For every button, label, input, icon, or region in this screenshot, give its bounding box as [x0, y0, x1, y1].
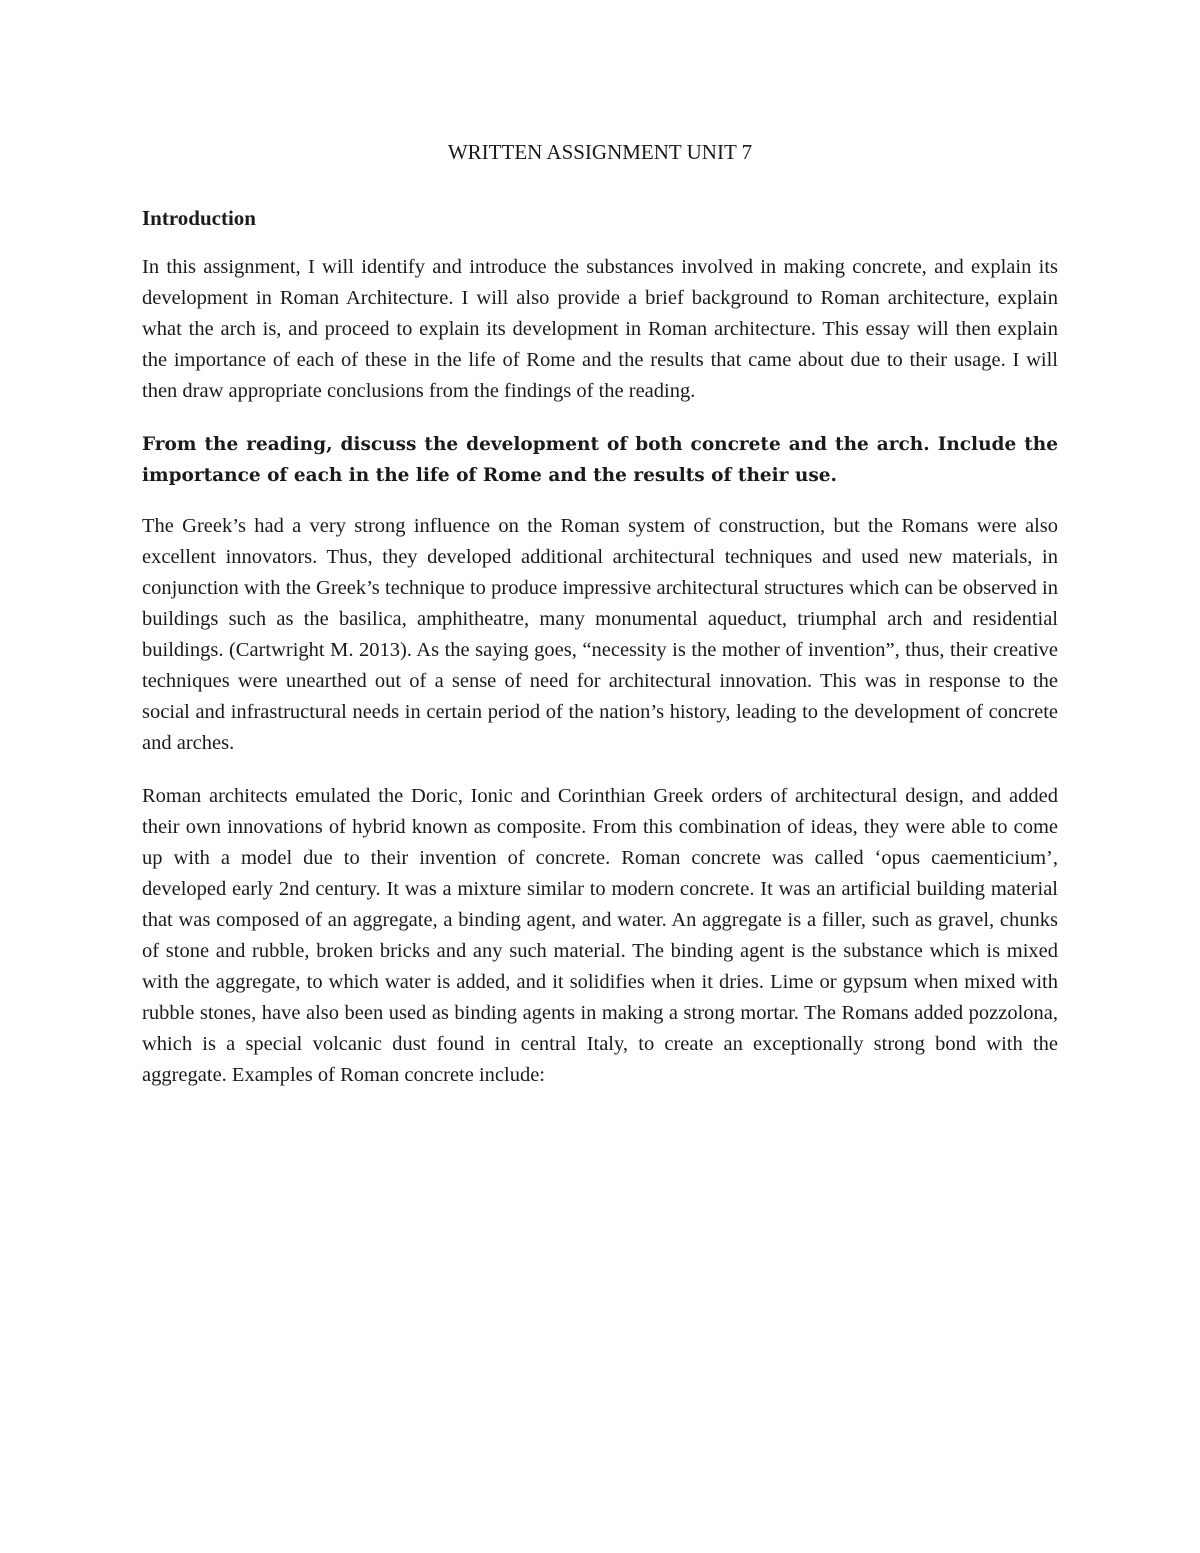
introduction-paragraph: In this assignment, I will identify and introduce the substances involved in making concrete, and explain its development in Roman Architecture. I will also provide a brief background to Roman architecture, explain what the arch is, and proceed to explain its development in Roman architecture. This essay will then explain the importance of each of these in the life of Rome and the results that came about due to their usage. I will then draw appropriate conclusions from the findings of the reading. [142, 256, 1058, 402]
introduction-heading: Introduction [142, 206, 256, 230]
document-page [142, 138, 1058, 1113]
body-paragraph-greek-influence: The Greek’s had a very strong influence on the Roman system of construction, but the Romans were also excellent innovators. Thus, they developed additional architectural techniques and used new materials, in conjunction with the Greek’s technique to produce impressive architectural structures which can be observed in buildings such as the basilica, amphitheatre, many monumental aqueduct, triumphal arch and residential buildings. (Cartwright M. 2013). As the saying goes, “necessity is the mother of invention”, thus, their creative techniques were unearthed out of a sense of need for architectural innovation. This was in response to the social and infrastructural needs in certain period of the nation’s history, leading to the development of concrete and arches. [142, 515, 1058, 754]
document-title: WRITTEN ASSIGNMENT UNIT 7 [447, 140, 753, 164]
question-heading: From the reading, discuss the development of both concrete and the arch. Include the importance of each in the life of Rome and the results of their use. [142, 434, 1058, 486]
body-paragraph-roman-concrete: Roman architects emulated the Doric, Ionic and Corinthian Greek orders of architectural design, and added their own innovations of hybrid known as composite. From this combination of ideas, they were able to come up with a model due to their invention of concrete. Roman concrete was called ‘opus caementicium’, developed early 2nd century. It was a mixture similar to modern concrete. It was an artificial building material that was composed of an aggregate, a binding agent, and water. An aggregate is a filler, such as gravel, chunks of stone and rubble, broken bricks and any such material. The binding agent is the substance which is mixed with the aggregate, to which water is added, and it solidifies when it dries. Lime or gypsum when mixed with rubble stones, have also been used as binding agents in making a strong mortar. The Romans added pozzolona, which is a special volcanic dust found in central Italy, to create an exceptionally strong bond with the aggregate. Examples of Roman concrete include: [142, 785, 1058, 1086]
